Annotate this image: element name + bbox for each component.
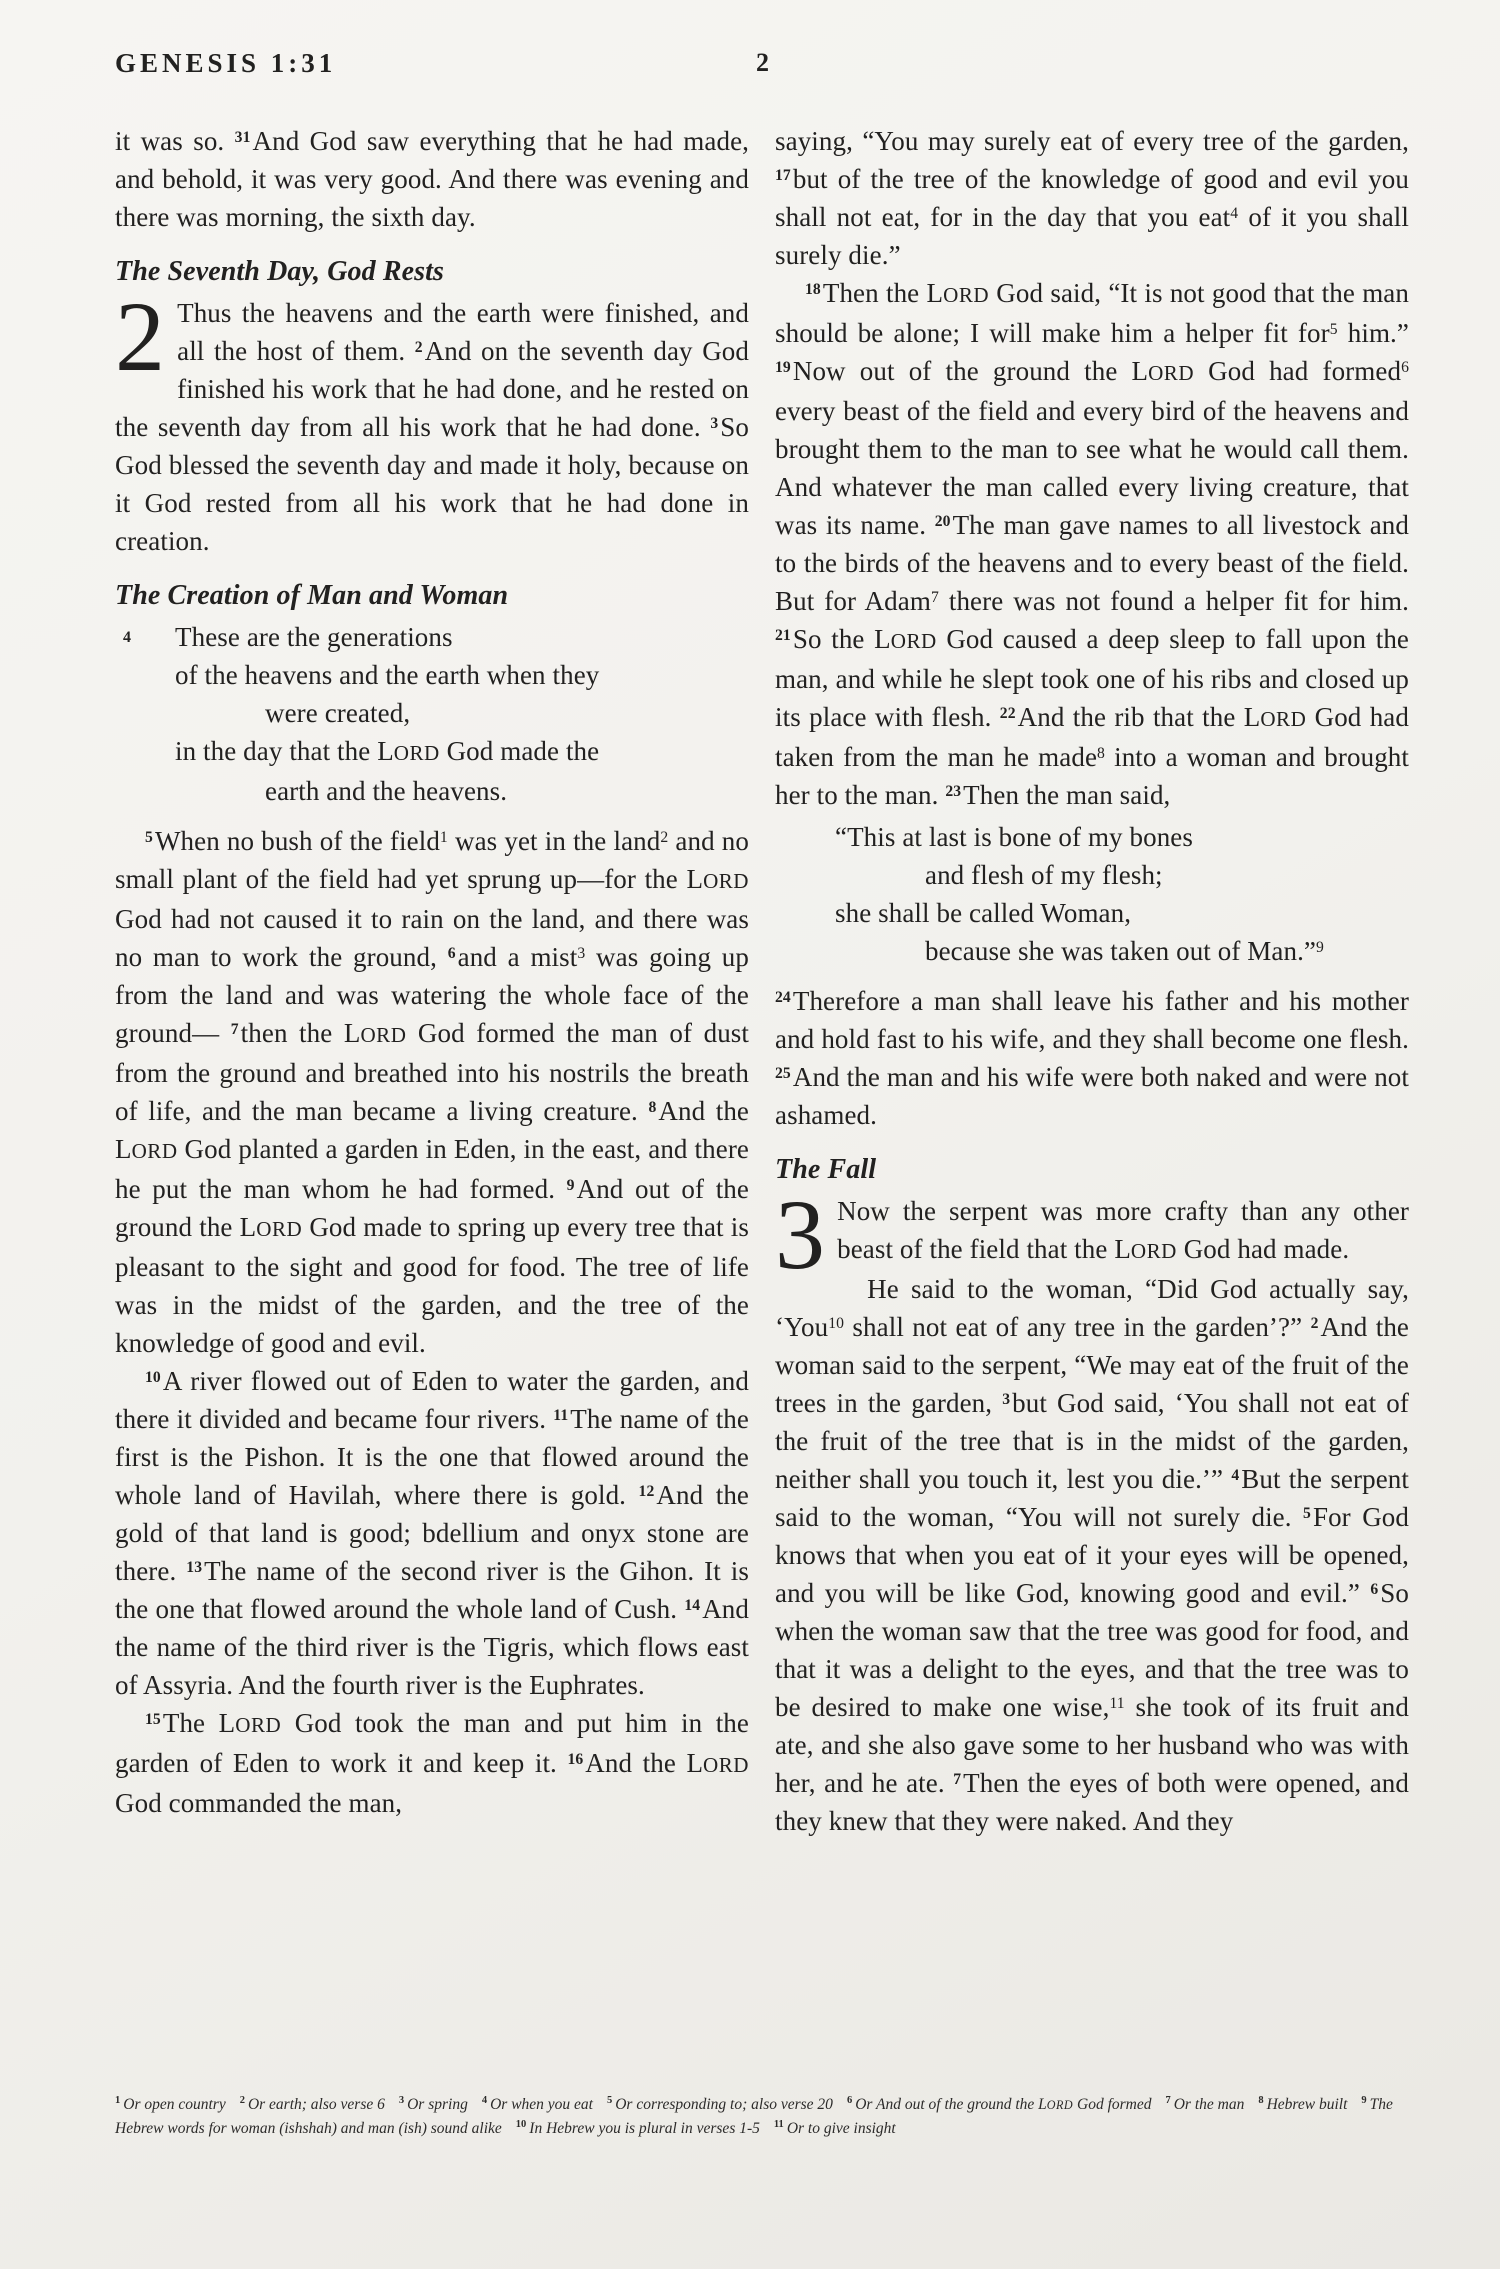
verse-number: 16 [567,1751,584,1769]
verse-number: 10 [145,1369,161,1387]
poetry-line: were created, [265,698,411,728]
verse-number: 3 [1002,1391,1011,1409]
verse-number: 7 [230,1021,239,1039]
verse-number: 21 [775,627,791,645]
divine-name: LORD [1038,2096,1074,2113]
divine-name: LORD [1243,702,1307,732]
left-column [115,122,749,1840]
divine-name-small-caps: ORD [256,1217,303,1241]
footnote-marker: 4 [1230,205,1239,223]
divine-name-small-caps: ORD [1046,2098,1074,2112]
divine-name-small-caps: ORD [703,869,749,893]
footnote-marker: 3 [577,945,586,963]
divine-name-small-caps: ORD [1148,361,1195,385]
footnote-marker: 10 [828,1315,845,1333]
poetry-line: of the heavens and the earth when they [175,660,600,690]
verse-number: 15 [145,1711,161,1729]
verse-number: 5 [145,829,153,847]
chapter-number: 3 [775,1179,826,1290]
divine-name: LORD [1131,356,1195,386]
verse-number: 20 [934,513,951,531]
footnote-marker: 6 [846,2094,853,2106]
verse-number: 19 [775,359,791,377]
verse-number: 18 [805,281,821,299]
poetry-line: she shall be called Woman, [835,898,1132,928]
divine-name: LORD [343,1018,407,1048]
right-column [775,122,1409,1840]
paragraph: $^{18}$Then the LORD God said, “It is not good that the man should be alone; I will make him a helper fit for$^5$ him.” $^{19}$Now out of the ground the LORD God had formed$^6$ every beast of the field and every bird of the heavens and brought them to the man to see what he would call them. And whatever the man called every living creature, that was its name. $^{20}$The man gave names to all livestock and to the birds of the heavens and to every beast of the field. But for Adam$^7$ there was not found a helper fit for him. $^{21}$So the LORD God caused a deep sleep to fall upon the man, and while he slept took one of his ribs and closed up its place with flesh. $^{22}$And the rib that the LORD God had taken from the man he made$^8$ into a woman and brought her to the man. $^{23}$Then the man said, [775,278,1410,810]
verse-number: 7 [953,1771,962,1789]
divine-name-small-caps: ORD [890,629,937,653]
footnote-marker: 7 [1165,2094,1171,2106]
divine-name: LORD [218,1708,282,1738]
divine-name-small-caps: ORD [703,1753,749,1777]
verse-number: 5 [1303,1505,1311,1523]
poetry-line: earth and the heavens. [265,776,508,806]
footnote-marker: 8 [1097,745,1105,763]
paragraph: $^{10}$A river flowed out of Eden to water the garden, and there it divided and became four rivers. $^{11}$The name of the first is the Pishon. It is the one that flowed around the whole land of Havilah, where there is gold. $^{12}$And the gold of that land is good; bdellium and onyx stone are there. $^{13}$The name of the second river is the Gihon. It is the one that flowed around the whole land of Cush. $^{14}$And the name of the third river is the Tigris, which flows east of Assyria. And the fourth river is the Euphrates. [115,1366,749,1700]
footnote-marker: 10 [515,2118,527,2130]
verse-number: 24 [775,989,791,1007]
divine-name: LORD [115,1134,178,1164]
poetry-line: in the day that the LORD God made the [175,736,600,766]
footnote-marker: 3 [398,2094,405,2106]
verse-number: 13 [186,1559,203,1577]
page-number: 2 [756,48,769,77]
divine-name: LORD [874,624,937,654]
divine-name: LORD [926,278,990,308]
footnote-marker: 6 [1401,359,1409,377]
footnote-marker: 4 [481,2094,488,2106]
verse-number: 6 [1370,1581,1379,1599]
chapter-paragraph: 3 Now the serpent was more crafty than any other beast of the field that the LORD God had made. [775,1179,1409,1290]
divine-name-small-caps: ORD [131,1139,178,1163]
divine-name: LORD [686,864,749,894]
running-header [115,48,1410,84]
footnote-marker: 9 [1316,939,1324,957]
section-heading: The Fall [775,1154,877,1185]
poetry-line: “This at last is bone of my bones [835,822,1193,852]
verse-number: 11 [553,1407,569,1425]
footnote-marker: 1 [439,829,448,847]
footnote-marker: 9 [1361,2094,1367,2106]
verse-number: 2 [1310,1315,1319,1333]
footnote-marker: 5 [606,2094,613,2106]
poetry-block [775,818,1409,970]
verse-number: 8 [648,1099,657,1117]
divine-name: LORD [239,1212,303,1242]
divine-name: LORD [686,1748,749,1778]
verse-number: 2 [414,339,423,357]
verse-number: 6 [447,945,456,963]
footnote-marker: 11 [773,2118,784,2130]
verse-number: 17 [775,167,791,185]
footnote-marker: 2 [239,2094,245,2106]
footnote-marker: 1 [115,2094,121,2106]
paragraph: saying, “You may surely eat of every tree of the garden, $^{17}$but of the tree of the knowledge of good and evil you shall not eat, for in the day that you eat$^4$ of it you shall surely die.” [775,126,1410,270]
verse-number: 14 [684,1597,701,1615]
poetry-block [115,618,749,810]
section-heading: The Seventh Day, God Rests [115,256,444,287]
verse-number: 4 [123,629,132,646]
verse-number: 3 [710,415,719,433]
chapter-number: 2 [115,281,166,392]
poetry-line: 4 These are the generations [115,618,749,656]
verse-number: 4 [1231,1467,1240,1485]
divine-name: LORD [377,736,440,766]
chapter-paragraph: 2 Thus the heavens and the earth were finished, and all the host of them. $^2$And on the seventh day God finished his work that he had done, and he rested on the seventh day from all his work that he had done. $^3$So God blessed the seventh day and made it holy, because on it God rested from all his work that he had done in creation. [115,281,749,556]
poetry-line: and flesh of my flesh; [925,860,1163,890]
paragraph: He said to the woman, “Did God actually say, ‘You$^{10}$ shall not eat of any tree in the garden’?” $^2$And the woman said to the serpent, “We may eat of the fruit of the trees in the garden, $^3$but God said, ‘You shall not eat of the fruit of the tree that is in the midst of the garden, neither shall you touch it, lest you die.’” $^4$But the serpent said to the woman, “You will not surely die. $^5$For God knows that when you eat of it your eyes will be opened, and you will be like God, knowing good and evil.” $^6$So when the woman saw that the tree was good for food, and that it was a delight to the eyes, and that the tree was to be desired to make one wise,$^{11}$ she took of its fruit and ate, and she also gave some to her husband who was with her, and he ate. $^7$Then the eyes of both were opened, and they knew that they were naked. And they [775,1274,1409,1836]
paragraph: $^{15}$The LORD God took the man and put him in the garden of Eden to work it and keep it. $^{16}$And the LORD God commanded the man, [115,1708,749,1818]
footnote-marker: 2 [660,829,669,847]
footnote-marker: 5 [1329,321,1338,339]
running-head-reference: GENESIS 1:31 [115,48,337,78]
text-columns [115,122,1410,1840]
verse-number: 12 [638,1483,655,1501]
verse-number: 9 [566,1177,575,1195]
paragraph: $^{24}$Therefore a man shall leave his father and his mother and hold fast to his wife, and they shall become one flesh. $^{25}$And the man and his wife were both naked and were not ashamed. [775,986,1409,1130]
paragraph: it was so. $^{31}$And God saw everything that he had made, and behold, it was very good. And there was evening and there was morning, the sixth day. [115,126,749,232]
verse-number: 31 [234,129,251,147]
divine-name: LORD [1114,1234,1177,1264]
divine-name-small-caps: ORD [235,1713,282,1737]
divine-name-small-caps: ORD [1260,707,1307,731]
poetry-line: because she was taken out of Man.”$^9$ [925,936,1324,966]
verse-number: 23 [945,783,962,801]
paragraph: $^5$When no bush of the field$^1$ was yet in the land$^2$ and no small plant of the field had yet sprung up—for the LORD God had not caused it to rain on the land, and there was no man to work the ground, $^6$and a mist$^3$ was going up from the land and was watering the whole face of the ground— $^7$then the LORD God formed the man of dust from the ground and breathed into his nostrils the breath of life, and the man became a living creature. $^8$And the LORD God planted a garden in Eden, in the east, and there he put the man whom he had formed. $^9$And out of the ground the LORD God made to spring up every tree that is pleasant to the sight and good for food. The tree of life was in the midst of the garden, and the tree of the knowledge of good and evil. [115,826,750,1358]
verse-number: 25 [775,1065,791,1083]
footnote-marker: 11 [1109,1695,1125,1713]
footnotes: $^1$ Or open country $^2$ Or earth; also verse 6 $^3$ Or spring $^4$ Or when you eat $^5$ Or corresponding to; also verse 20 $^6$ Or And out of the ground the LORD God formed $^7$ Or the man $^8$ Hebrew built $^9$ The Hebrew words for woman (ishshah) and man (ish) sound alike $^{10}$ In Hebrew you is plural in verses 1-5 $^{11}$ Or to give insight [115,2094,1393,2137]
divine-name-small-caps: ORD [393,741,440,765]
divine-name-small-caps: ORD [1130,1239,1177,1263]
footnote-marker: 8 [1258,2094,1264,2106]
divine-name-small-caps: ORD [360,1023,407,1047]
footnote-marker: 7 [930,589,939,607]
verse-number: 22 [999,705,1016,723]
divine-name-small-caps: ORD [943,283,990,307]
section-heading: The Creation of Man and Woman [115,580,509,611]
